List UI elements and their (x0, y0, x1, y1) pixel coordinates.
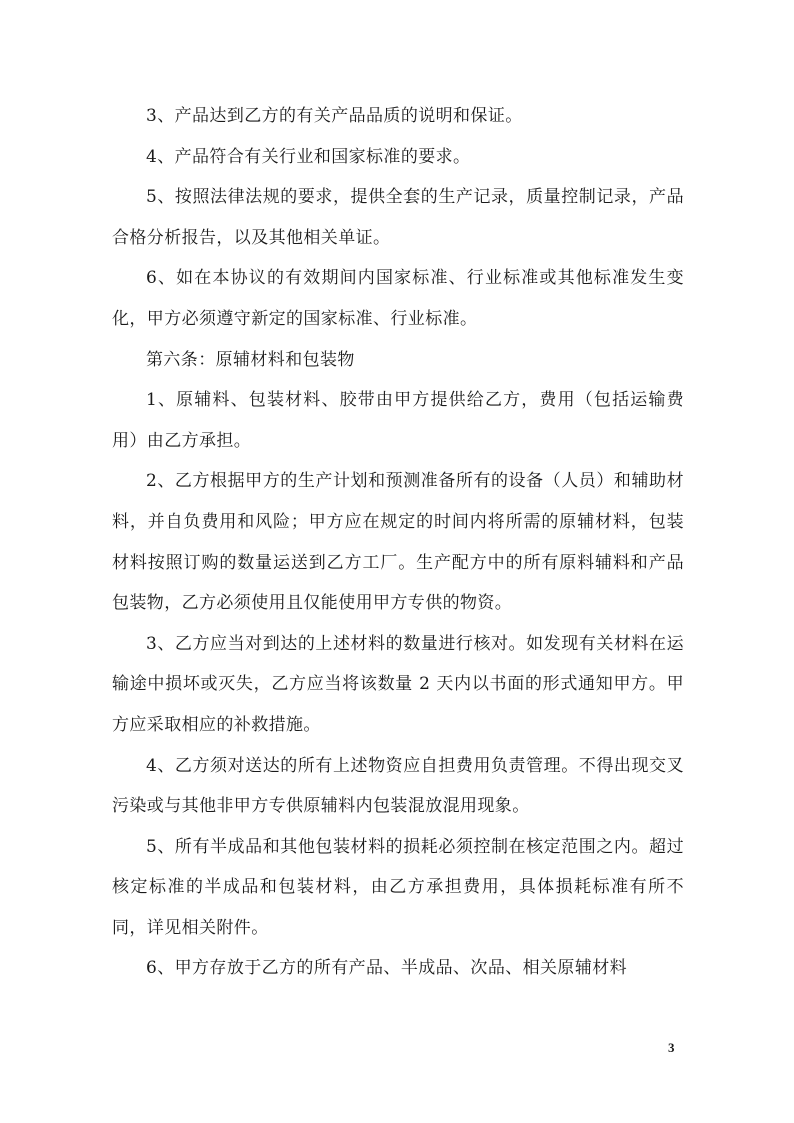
paragraph-article6-item-3: 3、乙方应当对到达的上述材料的数量进行核对。如发现有关材料在运输途中损坏或灭失，乙方应当将该数量 2 天内以书面的形式通知甲方。甲方应采取相应的补救措施。 (112, 633, 684, 735)
paragraph-clause-6: 6、如在本协议的有效期间内国家标准、行业标准或其他标准发生变化，甲方必须遵守新定的国家标准、行业标准。 (112, 268, 684, 329)
paragraph-article6-item-5: 5、所有半成品和其他包装材料的损耗必须控制在核定范围之内。超过核定标准的半成品和包装材料，由乙方承担费用，具体损耗标准有所不同，详见相关附件。 (112, 836, 684, 938)
paragraph-article6-item-6: 6、甲方存放于乙方的所有产品、半成品、次品、相关原辅材料 (146, 958, 628, 979)
paragraph-clause-4: 4、产品符合有关行业和国家标准的要求。 (146, 146, 471, 167)
page-number: 3 (668, 1040, 675, 1055)
paragraph-article6-item-1: 1、原辅料、包装材料、胶带由甲方提供给乙方，费用（包括运输费用）由乙方承担。 (112, 390, 684, 451)
paragraph-article6-item-2: 2、乙方根据甲方的生产计划和预测准备所有的设备（人员）和辅助材料，并自负费用和风险；甲方应在规定的时间内将所需的原辅材料，包装材料按照订购的数量运送到乙方工厂。生产配方中的所有原料辅料和产品包装物，乙方必须使用且仅能使用甲方专供的物资。 (112, 471, 684, 614)
paragraph-clause-3: 3、产品达到乙方的有关产品品质的说明和保证。 (146, 106, 523, 126)
paragraph-clause-5: 5、按照法律法规的要求，提供全套的生产记录，质量控制记录，产品合格分析报告，以及其他相关单证。 (112, 187, 684, 248)
body-text (112, 96, 684, 989)
paragraph-article6-item-4: 4、乙方须对送达的所有上述物资应自担费用负责管理。不得出现交叉污染或与其他非甲方专供原辅料内包装混放混用现象。 (112, 755, 684, 817)
section-heading-article-6: 第六条：原辅材料和包装物 (146, 349, 355, 370)
